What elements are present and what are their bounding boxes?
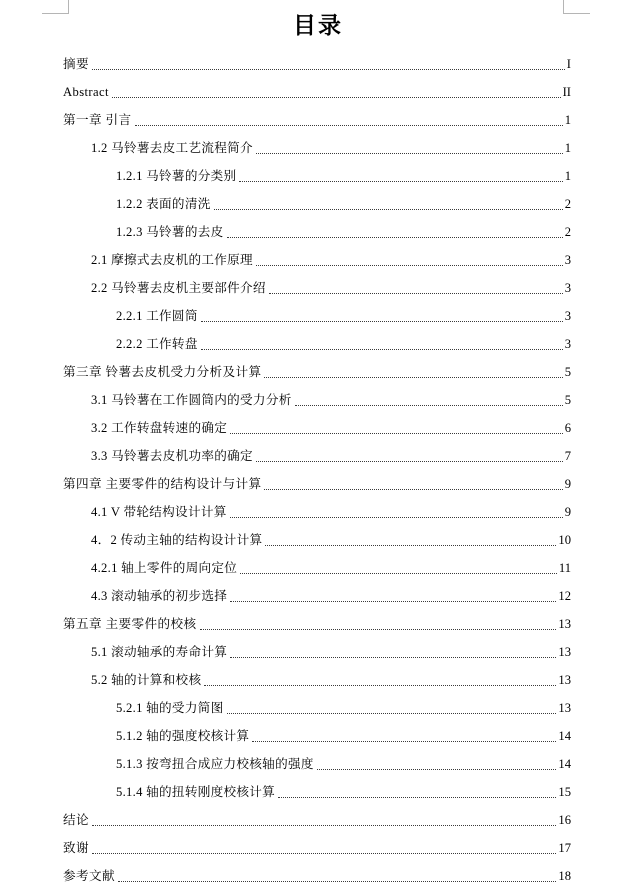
- toc-entry-label: 1.2.3 马铃薯的去皮: [116, 225, 224, 239]
- toc-entry-label: 5.1.3 按弯扭合成应力校核轴的强度: [116, 757, 314, 771]
- toc-entry[interactable]: [116, 722, 571, 750]
- toc-entry-label: 1.2 马铃薯去皮工艺流程简介: [91, 141, 253, 155]
- toc-entry-label: 2.2.1 工作圆筒: [116, 309, 198, 323]
- toc-entry-label: 5.1 滚动轴承的寿命计算: [91, 645, 228, 659]
- toc-page-number: I: [566, 57, 571, 71]
- toc-entry-label: 2.1 摩擦式去皮机的工作原理: [91, 253, 253, 267]
- toc-entry[interactable]: [91, 582, 571, 610]
- toc-entry[interactable]: [63, 106, 571, 134]
- toc-entry[interactable]: [116, 778, 571, 806]
- toc-dot-leader: [230, 601, 556, 602]
- toc-entry-label: 4.1 V 带轮结构设计计算: [91, 505, 227, 519]
- toc-page-number: 3: [564, 309, 571, 323]
- toc-entry[interactable]: [63, 862, 571, 890]
- toc-dot-leader: [256, 153, 563, 154]
- toc-dot-leader: [295, 405, 563, 406]
- toc-page-number: 13: [558, 701, 571, 715]
- toc-page-number: 18: [558, 869, 571, 883]
- toc-dot-leader: [118, 881, 556, 882]
- toc-entry-label: 第四章 主要零件的结构设计与计算: [63, 477, 262, 491]
- toc-page-number: 13: [558, 673, 571, 687]
- toc-page-number: 14: [558, 729, 571, 743]
- toc-entry[interactable]: [91, 414, 571, 442]
- toc-dot-leader: [252, 741, 556, 742]
- toc-entry[interactable]: [63, 806, 571, 834]
- toc-page-number: 1: [564, 113, 571, 127]
- toc-page-number: 6: [564, 421, 571, 435]
- toc-dot-leader: [92, 825, 556, 826]
- toc-entry[interactable]: [63, 50, 571, 78]
- toc-entry[interactable]: [91, 638, 571, 666]
- toc-entry[interactable]: [63, 610, 571, 638]
- toc-dot-leader: [230, 517, 563, 518]
- toc-dot-leader: [214, 209, 563, 210]
- toc-page-number: 1: [564, 141, 571, 155]
- toc-entry[interactable]: [91, 134, 571, 162]
- toc-dot-leader: [239, 181, 562, 182]
- toc-page-number: 3: [564, 337, 571, 351]
- toc-page-number: 9: [564, 477, 571, 491]
- toc-dot-leader: [256, 265, 563, 266]
- toc-page-number: 14: [558, 757, 571, 771]
- toc-dot-leader: [112, 97, 561, 98]
- toc-dot-leader: [204, 685, 556, 686]
- toc-entry[interactable]: [116, 190, 571, 218]
- toc-dot-leader: [200, 629, 557, 630]
- toc-entry[interactable]: [91, 442, 571, 470]
- toc-dot-leader: [201, 321, 563, 322]
- toc-entry-label: 结论: [63, 813, 89, 827]
- toc-entry[interactable]: [91, 554, 571, 582]
- toc-dot-leader: [278, 797, 556, 798]
- toc-dot-leader: [265, 545, 556, 546]
- toc-dot-leader: [269, 293, 563, 294]
- toc-entry-label: 3.3 马铃薯去皮机功率的确定: [91, 449, 253, 463]
- toc-entry[interactable]: [116, 162, 571, 190]
- toc-page-number: 13: [558, 645, 571, 659]
- toc-page-number: 12: [558, 589, 571, 603]
- toc-page-number: 1: [564, 169, 571, 183]
- toc-page-number: 2: [564, 225, 571, 239]
- toc-entry-label: 5.1.4 轴的扭转刚度校核计算: [116, 785, 276, 799]
- toc-dot-leader: [135, 125, 563, 126]
- toc-entry[interactable]: [91, 246, 571, 274]
- toc-entry-label: 3.1 马铃薯在工作圆筒内的受力分析: [91, 393, 292, 407]
- toc-dot-leader: [227, 713, 557, 714]
- toc-page-number: 17: [558, 841, 571, 855]
- toc-page-number: 11: [558, 561, 571, 575]
- toc-dot-leader: [230, 657, 556, 658]
- toc-entry[interactable]: [91, 666, 571, 694]
- toc-page-number: II: [562, 85, 571, 99]
- toc-dot-leader: [317, 769, 557, 770]
- toc-entry[interactable]: [91, 526, 571, 554]
- table-of-contents-list: [63, 50, 571, 890]
- toc-dot-leader: [230, 433, 563, 434]
- toc-entry-label: 参考文献: [63, 869, 115, 883]
- toc-entry-label: 5.2.1 轴的受力简图: [116, 701, 224, 715]
- toc-page-number: 7: [564, 449, 571, 463]
- toc-entry[interactable]: [63, 358, 571, 386]
- toc-dot-leader: [92, 853, 556, 854]
- toc-entry[interactable]: [63, 834, 571, 862]
- toc-entry-label: 3.2 工作转盘转速的确定: [91, 421, 228, 435]
- toc-entry-label: 4.3 滚动轴承的初步选择: [91, 589, 228, 603]
- toc-page-number: 10: [558, 533, 571, 547]
- page-title: 目录: [293, 12, 343, 39]
- toc-dot-leader: [201, 349, 563, 350]
- toc-page-number: 16: [558, 813, 571, 827]
- toc-dot-leader: [240, 573, 557, 574]
- toc-entry-label: 第一章 引言: [63, 113, 132, 127]
- toc-entry-label: 5.1.2 轴的强度校核计算: [116, 729, 250, 743]
- toc-entry-label: 1.2.2 表面的清洗: [116, 197, 211, 211]
- toc-entry-label: 摘要: [63, 57, 89, 71]
- toc-entry-label: 5.2 轴的计算和校核: [91, 673, 202, 687]
- toc-entry[interactable]: [63, 78, 571, 106]
- toc-page-number: 2: [564, 197, 571, 211]
- toc-entry-label: 致谢: [63, 841, 89, 855]
- toc-dot-leader: [264, 489, 562, 490]
- toc-entry-label: 4．2 传动主轴的结构设计计算: [91, 533, 263, 547]
- toc-entry-label: 2.2.2 工作转盘: [116, 337, 198, 351]
- toc-page-number: 13: [558, 617, 571, 631]
- toc-entry-label: 1.2.1 马铃薯的分类别: [116, 169, 237, 183]
- toc-entry[interactable]: [116, 330, 571, 358]
- toc-entry[interactable]: [91, 386, 571, 414]
- toc-dot-leader: [264, 377, 562, 378]
- toc-page-number: 5: [564, 393, 571, 407]
- toc-entry[interactable]: [91, 498, 571, 526]
- toc-dot-leader: [92, 69, 565, 70]
- toc-entry-label: 2.2 马铃薯去皮机主要部件介绍: [91, 281, 266, 295]
- toc-entry[interactable]: [116, 694, 571, 722]
- toc-entry[interactable]: [116, 218, 571, 246]
- toc-entry[interactable]: [116, 750, 571, 778]
- toc-entry-label: 第五章 主要零件的校核: [63, 617, 197, 631]
- toc-entry[interactable]: [63, 470, 571, 498]
- toc-page-number: 3: [564, 253, 571, 267]
- toc-entry[interactable]: [91, 274, 571, 302]
- toc-page-number: 3: [564, 281, 571, 295]
- toc-page-number: 5: [564, 365, 571, 379]
- toc-dot-leader: [256, 461, 563, 462]
- toc-entry-label: Abstract: [63, 85, 109, 99]
- toc-page-number: 15: [558, 785, 571, 799]
- toc-dot-leader: [227, 237, 563, 238]
- toc-entry[interactable]: [116, 302, 571, 330]
- toc-entry-label: 4.2.1 轴上零件的周向定位: [91, 561, 238, 575]
- toc-page-number: 9: [564, 505, 571, 519]
- toc-entry-label: 第三章 铃薯去皮机受力分析及计算: [63, 365, 262, 379]
